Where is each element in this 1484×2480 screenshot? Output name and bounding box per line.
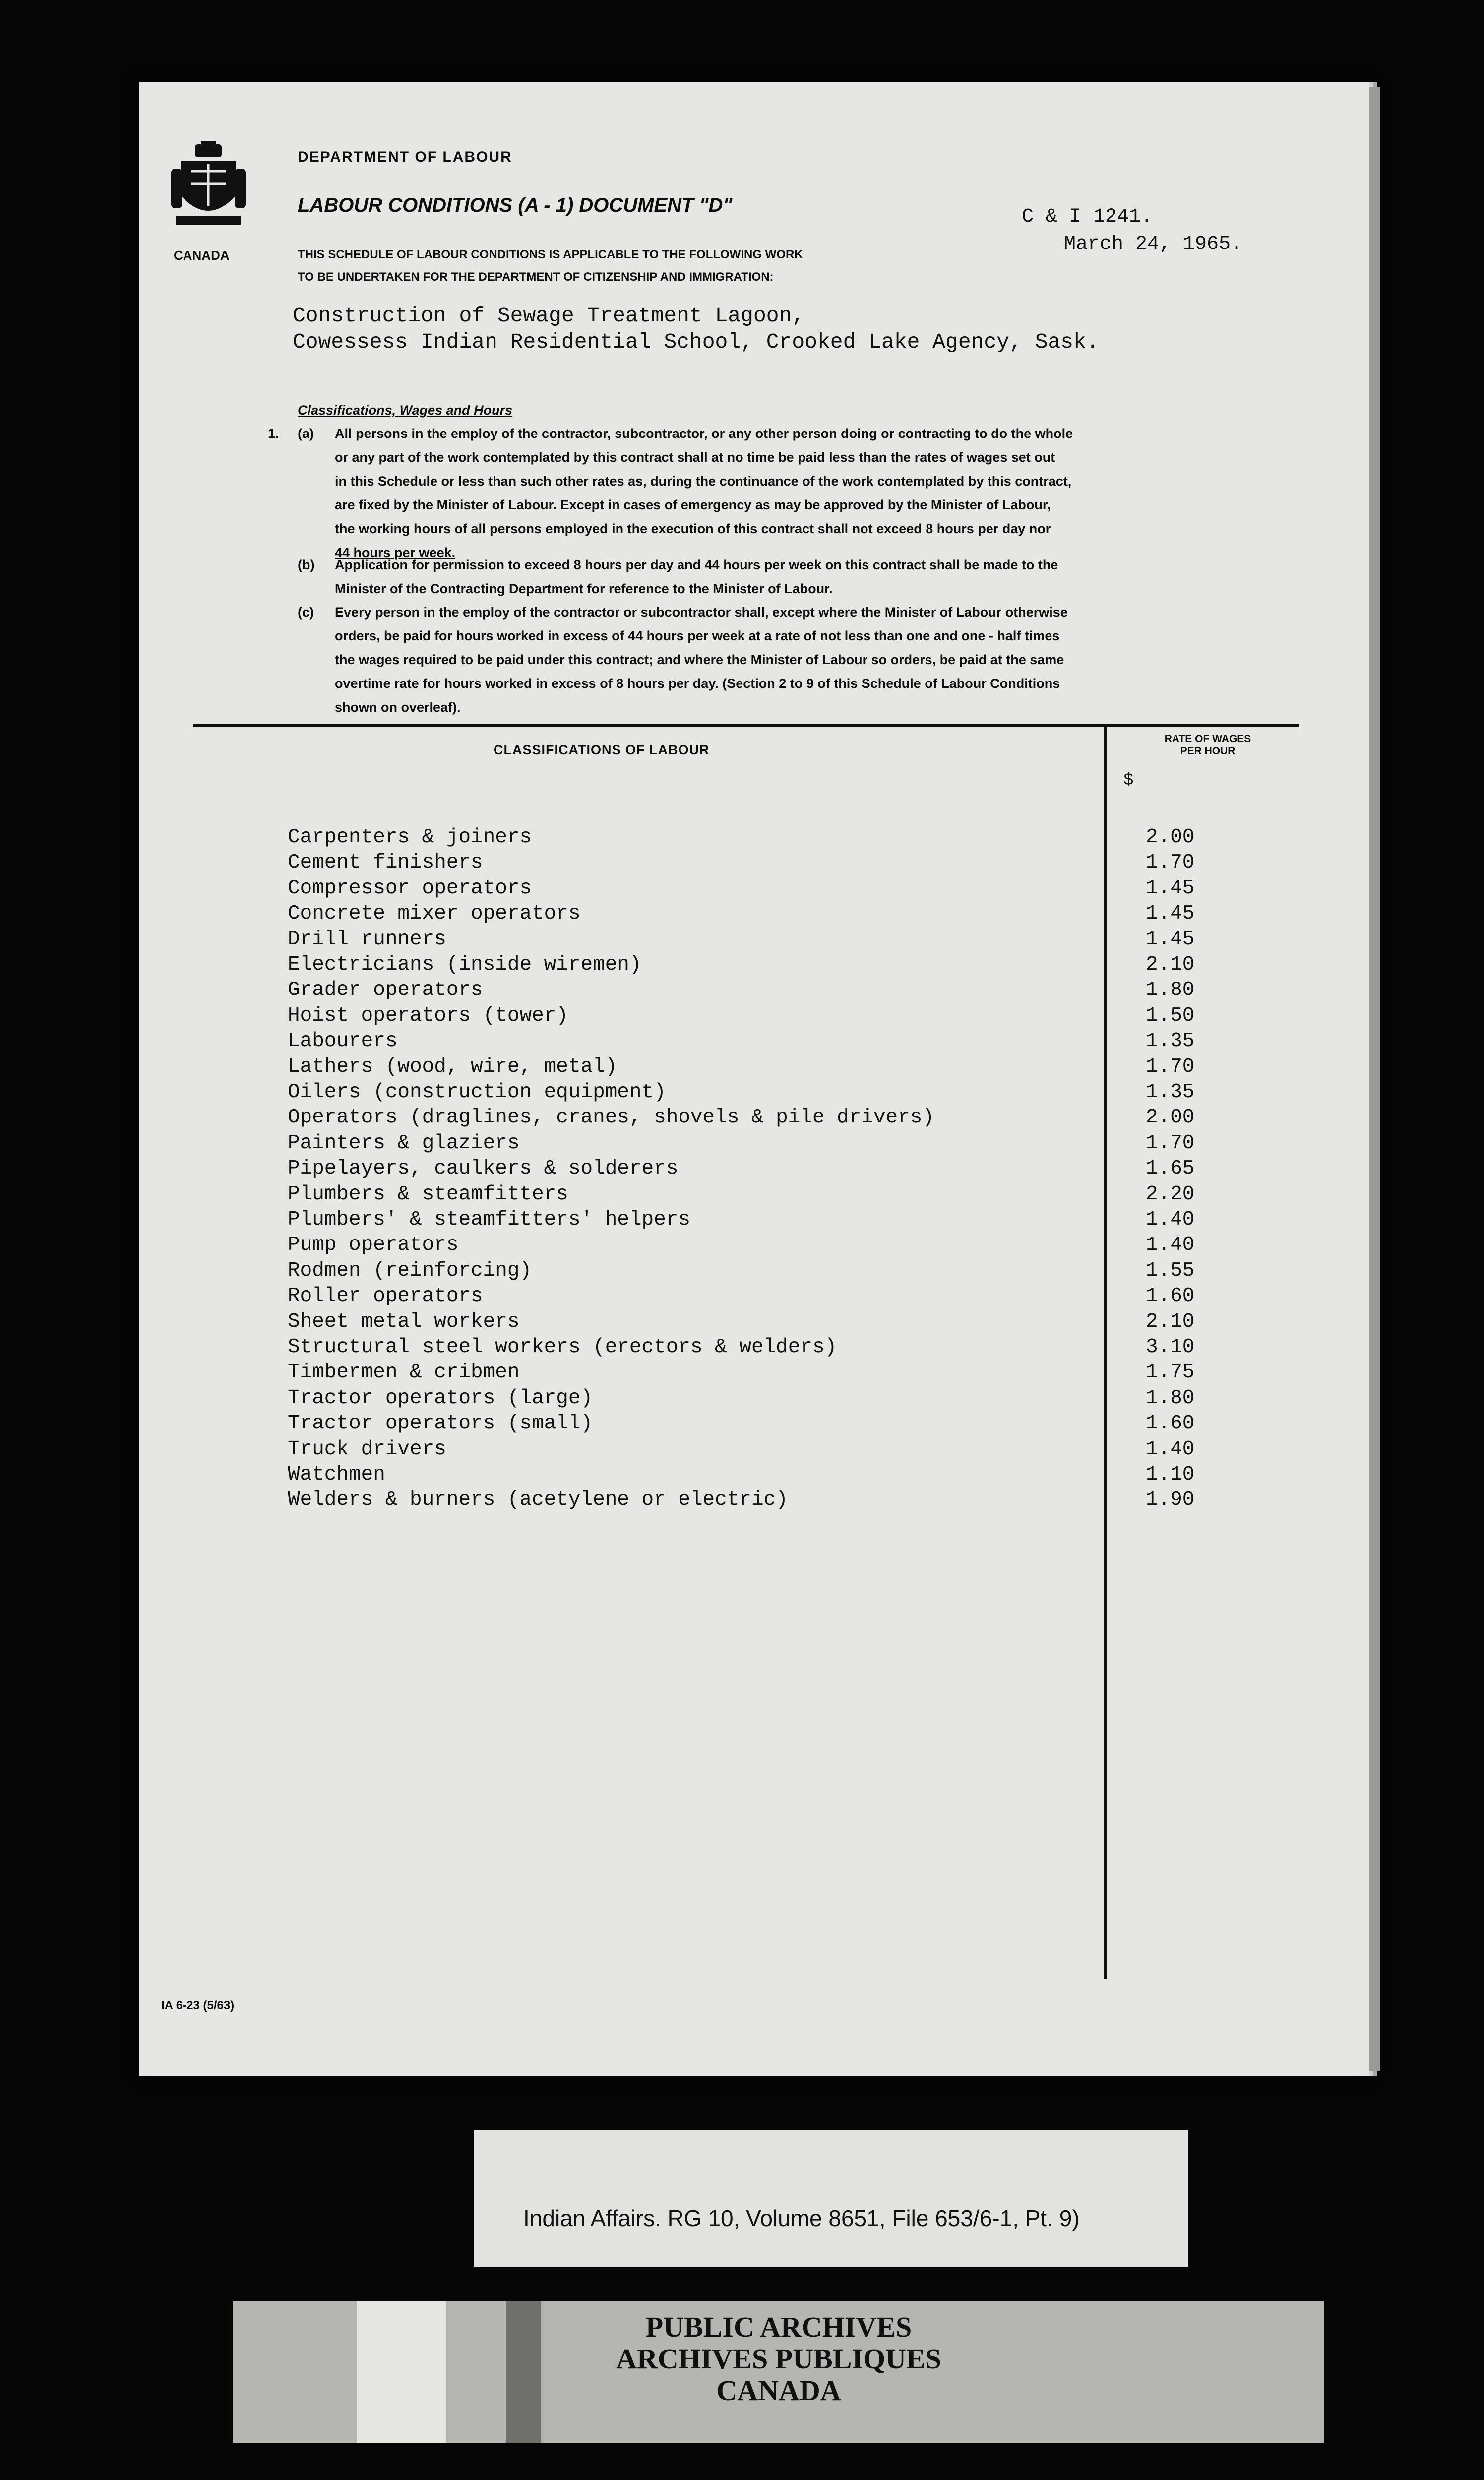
- table-top-rule: [193, 724, 1299, 727]
- wage-rate: 1.40: [1146, 1438, 1195, 1461]
- condition-c: [298, 600, 1290, 719]
- classification-label: Grader operators: [288, 979, 483, 1001]
- classification-label: Tractor operators (small): [288, 1412, 593, 1435]
- wage-rate: 1.70: [1146, 851, 1195, 874]
- classification-label: Truck drivers: [288, 1438, 446, 1461]
- classification-label: Plumbers' & steamfitters' helpers: [288, 1208, 690, 1231]
- wage-rate: 2.10: [1146, 953, 1195, 976]
- classification-label: Concrete mixer operators: [288, 902, 581, 925]
- classification-label: Hoist operators (tower): [288, 1004, 568, 1027]
- condition-a-line3: in this Schedule or less than such other rates as, during the continuance of the work contemplated by this contract,: [335, 474, 1072, 489]
- applicable-statement-line1: THIS SCHEDULE OF LABOUR CONDITIONS IS APPLICABLE TO THE FOLLOWING WORK: [298, 248, 803, 261]
- wage-rate: 2.20: [1146, 1183, 1195, 1206]
- condition-a-label: (a): [298, 426, 314, 441]
- classification-label: Welders & burners (acetylene or electric): [288, 1488, 788, 1511]
- work-description-line1: Construction of Sewage Treatment Lagoon,: [293, 304, 805, 328]
- classification-label: Pump operators: [288, 1234, 459, 1256]
- wage-rate: 1.80: [1146, 979, 1195, 1001]
- archive-stamp: [556, 2311, 1002, 2407]
- page-edge: [1369, 87, 1380, 2071]
- classification-label: Rodmen (reinforcing): [288, 1259, 532, 1282]
- classification-label: Operators (draglines, cranes, shovels & pile drivers): [288, 1106, 935, 1129]
- condition-c-line1: Every person in the employ of the contractor or subcontractor shall, except where the Minister of Labour otherwise: [335, 605, 1068, 620]
- wage-rate: 1.45: [1146, 902, 1195, 925]
- wage-rate: 1.40: [1146, 1234, 1195, 1256]
- classification-label: Painters & glaziers: [288, 1132, 520, 1155]
- item-number: 1.: [268, 426, 279, 441]
- wage-rate: 1.90: [1146, 1488, 1195, 1511]
- condition-b-label: (b): [298, 558, 315, 572]
- classification-label: Electricians (inside wiremen): [288, 953, 642, 976]
- archive-reference: Indian Affairs. RG 10, Volume 8651, File 653/6-1, Pt. 9): [523, 2205, 1080, 2231]
- table-column-divider: [1104, 724, 1107, 1979]
- condition-c-line4: overtime rate for hours worked in excess of 8 hours per day. (Section 2 to 9 of this Schedule of Labour Conditions: [335, 676, 1060, 691]
- condition-b-line2: Minister of the Contracting Department for reference to the Minister of Labour.: [335, 581, 833, 596]
- department-name: DEPARTMENT OF LABOUR: [298, 149, 512, 165]
- condition-a-line1: All persons in the employ of the contractor, subcontractor, or any other person doing or contracting to do the whole: [335, 426, 1073, 441]
- condition-a-line6: 44 hours per week.: [335, 545, 456, 560]
- classification-label: Plumbers & steamfitters: [288, 1183, 568, 1206]
- wage-rate: 1.10: [1146, 1463, 1195, 1486]
- wage-rate: 1.45: [1146, 877, 1195, 900]
- applicable-statement-line2: TO BE UNDERTAKEN FOR THE DEPARTMENT OF CITIZENSHIP AND IMMIGRATION:: [298, 270, 774, 284]
- column-header-classifications: CLASSIFICATIONS OF LABOUR: [494, 743, 710, 757]
- column-header-rate-line1: RATE OF WAGES: [1164, 733, 1251, 744]
- condition-a-line2: or any part of the work contemplated by this contract shall at no time be paid less than the rates of wages set out: [335, 450, 1055, 465]
- currency-symbol: $: [1123, 771, 1134, 790]
- condition-c-label: (c): [298, 605, 314, 620]
- archive-stamp-line2: ARCHIVES PUBLIQUES: [616, 2343, 941, 2375]
- wage-rate: 1.75: [1146, 1361, 1195, 1384]
- wage-rate: 1.50: [1146, 1004, 1195, 1027]
- wage-rate: 1.70: [1146, 1132, 1195, 1155]
- column-header-rate-line2: PER HOUR: [1180, 745, 1236, 757]
- document-page: [139, 82, 1369, 2076]
- document-title: LABOUR CONDITIONS (A - 1) DOCUMENT "D": [298, 194, 733, 216]
- classification-label: Lathers (wood, wire, metal): [288, 1055, 618, 1078]
- classification-label: Timbermen & cribmen: [288, 1361, 520, 1384]
- wage-rate: 1.40: [1146, 1208, 1195, 1231]
- condition-b-line1: Application for permission to exceed 8 hours per day and 44 hours per week on this contract shall be made to the: [335, 558, 1058, 572]
- classification-label: Oilers (construction equipment): [288, 1081, 666, 1104]
- classification-label: Labourers: [288, 1030, 398, 1053]
- reference-number: C & I 1241.: [1022, 206, 1153, 228]
- condition-b: [298, 553, 1290, 601]
- classification-label: Cement finishers: [288, 851, 483, 874]
- wage-rate: 1.80: [1146, 1387, 1195, 1410]
- condition-c-line2: orders, be paid for hours worked in excess of 44 hours per week at a rate of not less than one and one - half times: [335, 628, 1060, 643]
- classification-label: Roller operators: [288, 1285, 483, 1307]
- classification-label: Structural steel workers (erectors & welders): [288, 1336, 837, 1359]
- wage-rate: 1.60: [1146, 1285, 1195, 1307]
- archive-strip-shadow: [506, 2301, 541, 2443]
- wage-rate: 2.10: [1146, 1310, 1195, 1333]
- condition-a-line4: are fixed by the Minister of Labour. Except in cases of emergency as may be approved by the Minister of Labour,: [335, 497, 1051, 512]
- wage-rate: 2.00: [1146, 826, 1195, 849]
- document-date: March 24, 1965.: [1064, 233, 1243, 255]
- wage-rate: 1.60: [1146, 1412, 1195, 1435]
- wage-rate: 2.00: [1146, 1106, 1195, 1129]
- archive-stamp-line3: CANADA: [716, 2374, 841, 2407]
- wage-rate: 1.55: [1146, 1259, 1195, 1282]
- archive-stamp-line1: PUBLIC ARCHIVES: [645, 2311, 912, 2343]
- condition-a: [268, 422, 1290, 564]
- classification-label: Pipelayers, caulkers & solderers: [288, 1157, 679, 1180]
- wage-rate: 1.65: [1146, 1157, 1195, 1180]
- form-number: IA 6-23 (5/63): [161, 1999, 235, 2012]
- classification-label: Drill runners: [288, 928, 446, 951]
- classification-label: Watchmen: [288, 1463, 385, 1486]
- classification-label: Sheet metal workers: [288, 1310, 520, 1333]
- wage-rate: 1.35: [1146, 1081, 1195, 1104]
- crest-label: CANADA: [174, 248, 230, 263]
- classification-label: Compressor operators: [288, 877, 532, 900]
- archive-reference-label: [474, 2130, 1188, 2267]
- coat-of-arms-icon: [171, 141, 246, 231]
- wage-rate: 3.10: [1146, 1336, 1195, 1359]
- condition-c-line5: shown on overleaf).: [335, 700, 461, 715]
- condition-a-line5: the working hours of all persons employed in the execution of this contract shall not exceed 8 hours per day nor: [335, 521, 1051, 536]
- work-description-line2: Cowessess Indian Residential School, Crooked Lake Agency, Sask.: [293, 330, 1099, 354]
- condition-c-line3: the wages required to be paid under this contract; and where the Minister of Labour so orders, be paid at the same: [335, 652, 1064, 667]
- classification-label: Carpenters & joiners: [288, 826, 532, 849]
- classification-label: Tractor operators (large): [288, 1387, 593, 1410]
- conditions-heading: Classifications, Wages and Hours: [298, 403, 513, 418]
- wage-rate: 1.70: [1146, 1055, 1195, 1078]
- archive-strip-highlight: [357, 2301, 446, 2443]
- wage-rate: 1.35: [1146, 1030, 1195, 1053]
- wage-rate: 1.45: [1146, 928, 1195, 951]
